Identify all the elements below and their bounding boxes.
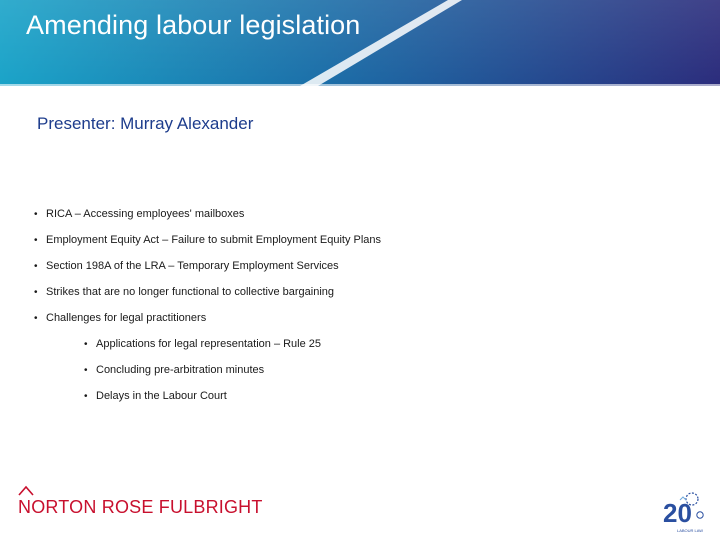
header-banner [0, 0, 720, 86]
bullet-item-with-subitems [34, 312, 694, 403]
badge-caption: LABOUR LAW [677, 528, 704, 533]
badge-number: 20 [663, 498, 692, 528]
slide-title: Amending labour legislation [26, 10, 361, 40]
sub-bullet-list [84, 338, 694, 403]
bullet-item: • Strikes that are no longer functional to collective bargaining [34, 286, 694, 299]
norton-rose-mark-icon [18, 484, 34, 496]
bullet-item: • Section 198A of the LRA – Temporary Employment Services [34, 260, 694, 273]
presenter-line: Presenter: Murray Alexander [37, 114, 254, 133]
bullet-item: • Employment Equity Act – Failure to submit Employment Equity Plans [34, 234, 694, 247]
bullet-list [34, 208, 694, 416]
sub-bullet-item: • Delays in the Labour Court [84, 390, 694, 403]
bullet-item-label: Challenges for legal practitioners [46, 312, 207, 324]
sub-bullet-item: • Concluding pre-arbitration minutes [84, 364, 694, 377]
bullet-item: • RICA – Accessing employees' mailboxes [34, 208, 694, 221]
sub-bullet-item: • Applications for legal representation – Rule 25 [84, 338, 694, 351]
norton-rose-fulbright-logo: NORTON ROSE FULBRIGHT [18, 497, 263, 517]
